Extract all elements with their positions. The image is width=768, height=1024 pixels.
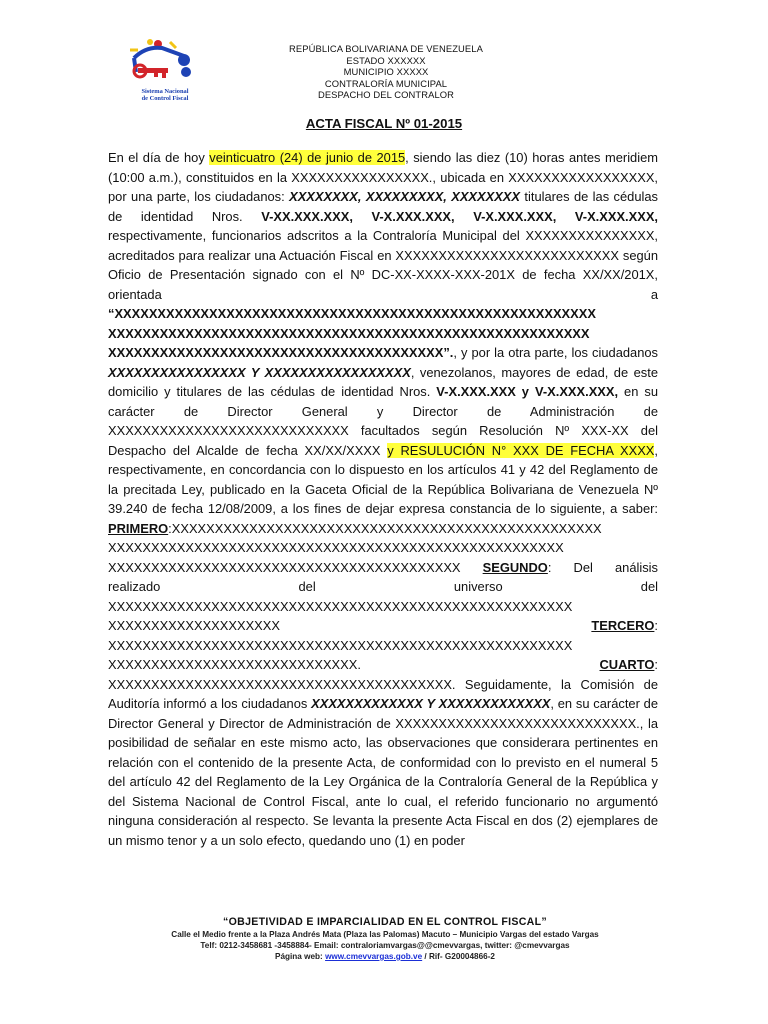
logo-key-icon: [124, 38, 204, 90]
section-segundo: SEGUNDO: [482, 559, 548, 575]
directors-ids: V-X.XXX.XXX y V-X.XXX.XXX,: [436, 384, 619, 399]
footer-web: Página web: www.cmevvargas.gob.ve / Rif- G20004866-2: [275, 952, 495, 961]
document-title: ACTA FISCAL Nº 01-2015: [305, 116, 463, 131]
website-link[interactable]: www.cmevvargas.gob.ve: [325, 952, 423, 961]
officials-names: XXXXXXXX, XXXXXXXXX, XXXXXXXX: [289, 189, 521, 204]
date-highlight: veinticuatro (24) de junio de 2015: [209, 150, 406, 165]
officials-ids: V-XX.XXX.XXX, V-X.XXX.XXX, V-X.XXX.XXX, V-X.XXX.XXX,: [261, 208, 658, 224]
document-body: [108, 148, 658, 850]
logo-caption: Sistema Nacional de Control Fiscal: [141, 88, 189, 102]
audit-object: “XXXXXXXXXXXXXXXXXXXXXXXXXXXXXXXXXXXXXXXXXXXXXXXXXXXXXXXX XXXXXXXXXXXXXXXXXXXXXXXXXXXXXXXXXXXXXXXXXXXXXXXXXXXXXXXX XXXXXXXXXXXXXXXXXXXXXXXXXXXXXXXXXXXXXXX”.: [108, 306, 596, 360]
directors-names-2: XXXXXXXXXXXXX Y XXXXXXXXXXXXX: [311, 696, 551, 711]
section-primero: PRIMERO: [108, 520, 169, 536]
letterhead: [236, 43, 536, 101]
section-cuarto: CUARTO: [599, 657, 655, 672]
header-office: DESPACHO DEL CONTRALOR: [317, 89, 455, 101]
resolution-highlight: y RESULUCIÓN N° XXX DE FECHA XXXX: [387, 442, 655, 458]
directors-names: XXXXXXXXXXXXXXXX Y XXXXXXXXXXXXXXXXX: [108, 364, 411, 380]
section-tercero: TERCERO: [591, 618, 655, 633]
footer-contact: Telf: 0212-3458681 -3458884- Email: contraloriamvargas@@cmevvargas, twitter: @cmevvargas: [200, 941, 570, 950]
footer-motto: “OBJETIVIDAD E IMPARCIALIDAD EN EL CONTROL FISCAL”: [223, 916, 547, 928]
header-country: REPÚBLICA BOLIVARIANA DE VENEZUELA: [289, 43, 483, 54]
header-municipality: MUNICIPIO XXXXX: [343, 66, 429, 78]
header-institution: CONTRALORÍA MUNICIPAL: [324, 77, 448, 89]
page-footer: [100, 915, 670, 962]
footer-address: Calle el Medio frente a la Plaza Andrés Mata (Plaza las Palomas) Macuto – Municipio Vargas del estado Vargas: [171, 930, 599, 939]
body-paragraph: En el día de hoy veinticuatro (24) de junio de 2015, siendo las diez (10) horas antes meridiem (10:00 a.m.), constituidos en la XXXXXXXXXXXXXXXX., ubicada en XXXXXXXXXXXXXXXXX, por una parte, los ciudadanos: XXXXXXXX, XXXXXXXXX, XXXXXXXX titulares de las cédulas de identidad Nros. V-XX.XXX.XXX, V-X.XXX.XXX, V-X.XXX.XXX, V-X.XXX.XXX, respectivamente, funcionarios adscritos a la Contraloría Municipal del XXXXXXXXXXXXXXX, acreditados para realizar una Actuación Fiscal en XXXXXXXXXXXXXXXXXXXXXXXXXX según Oficio de Presentación signado con el Nº DC-XX-XXXX-XXX-201X de fecha XX/XX/201X, orientada a “XXXXXXXXXXXXXXXXXXXXXXXXXXXXXXXXXXXXXXXXXXXXXXXXXXXXXXXX XXXXXXXXXXXXXXXXXXXXXXXXXXXXXXXXXXXXXXXXXXXXXXXXXXXXXXXX XXXXXXXXXXXXXXXXXXXXXXXXXXXXXXXXXXXXXXX”., y por la otra parte, los ciudadanos XXXXXXXXXXXXXXXX Y XXXXXXXXXXXXXXXXX, venezolanos, mayores de edad, de este domicilio y titulares de las cédulas de identidad Nros. V-X.XXX.XXX y V-X.XXX.XXX, en su carácter de Director General y Director de Administración de XXXXXXXXXXXXXXXXXXXXXXXXXXXX facultados según Resolución Nº XXX-XX del Despacho del Alcalde de fecha XX/XX/XXXX y RESULUCIÓN N° XXX DE FECHA XXXX, respectivamente, en concordancia con lo dispuesto en los artículos 41 y 42 del Reglamento de la precitada Ley, publicado en la Gaceta Oficial de la República Bolivariana de Venezuela Nº 39.240 de fecha 12/08/2009, a los fines de dejar expresa constancia de lo siguiente, a saber: PRIMERO:XXXXXXXXXXXXXXXXXXXXXXXXXXXXXXXXXXXXXXXXXXXXXXXXXX XXXXXXXXXXXXXXXXXXXXXXXXXXXXXXXXXXXXXXXXXXXXXXXXXXXXX XXXXXXXXXXXXXXXXXXXXXXXXXXXXXXXXXXXXXXXXX SEGUNDO: Del análisis realizado del universo del XXXXXXXXXXXXXXXXXXXXXXXXXXXXXXXXXXXXXXXXXXXXXXXXXXXXXX XXXXXXXXXXXXXXXXXXXX TERCERO: XXXXXXXXXXXXXXXXXXXXXXXXXXXXXXXXXXXXXXXXXXXXXXXXXXXXXX XXXXXXXXXXXXXXXXXXXXXXXXXXXXX. CUARTO: XXXXXXXXXXXXXXXXXXXXXXXXXXXXXXXXXXXXXXXX. Seguidamente, la Comisión de Auditoría informó a los ciudadanos XXXXXXXXXXXXX Y XXXXXXXXXXXXX, en su carácter de Director General y Director de Administración de XXXXXXXXXXXXXXXXXXXXXXXXXXXX., la posibilidad de señalar en este mismo acto, las observaciones que considerara pertinentes en relación con el contenido de la presente Acta, de conformidad con lo previsto en el numeral 5 del artículo 42 del Reglamento de la Ley Orgánica de la Contraloría General de la República y del Sistema Nacional de Control Fiscal, ante lo cual, el referido funcionario no argumentó ninguna consideración al respecto. Se levanta la presente Acta Fiscal en dos (2) ejemplares de un mismo tenor y a un solo efecto, quedando uno (1) en poder: [108, 150, 658, 848]
header-state: ESTADO XXXXXX: [346, 54, 426, 66]
